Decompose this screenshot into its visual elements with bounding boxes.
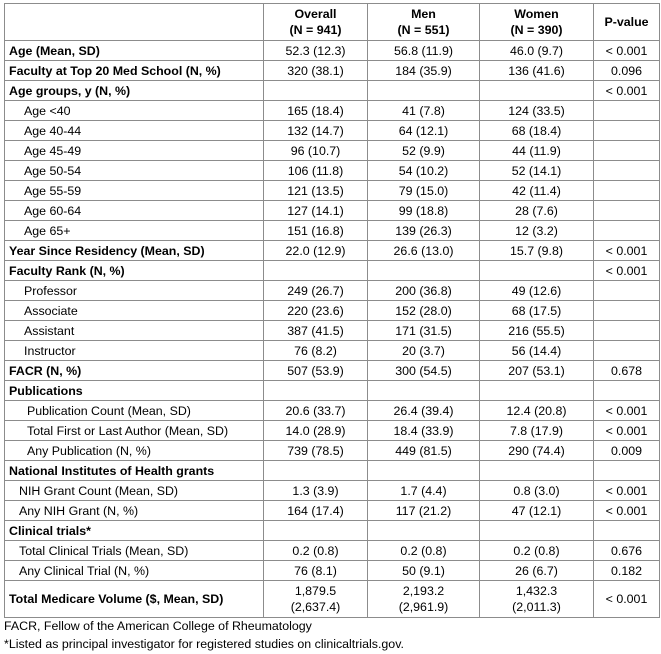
row-label: Age groups, y (N, %)	[5, 81, 264, 101]
cell-pvalue: 0.678	[594, 361, 660, 381]
cell-men: 20 (3.7)	[368, 341, 480, 361]
cell-women: 52 (14.1)	[480, 161, 594, 181]
table-row	[5, 81, 660, 101]
cell-pvalue	[594, 181, 660, 201]
row-label: Total Clinical Trials (Mean, SD)	[5, 541, 264, 561]
row-label: Age 65+	[5, 221, 264, 241]
cell-pvalue: < 0.001	[594, 501, 660, 521]
cell-men: 41 (7.8)	[368, 101, 480, 121]
row-label: FACR (N, %)	[5, 361, 264, 381]
table-row	[5, 341, 660, 361]
cell-pvalue	[594, 381, 660, 401]
cell-overall: 127 (14.1)	[264, 201, 368, 221]
cell-men: 52 (9.9)	[368, 141, 480, 161]
row-label: Publications	[5, 381, 264, 401]
cell-women: 7.8 (17.9)	[480, 421, 594, 441]
cell-pvalue: < 0.001	[594, 421, 660, 441]
row-label: Faculty Rank (N, %)	[5, 261, 264, 281]
cell-pvalue	[594, 141, 660, 161]
table-row	[5, 381, 660, 401]
header-women: Women (N = 390)	[480, 4, 594, 41]
row-label: Any Publication (N, %)	[5, 441, 264, 461]
cell-men	[368, 521, 480, 541]
row-label: Assistant	[5, 321, 264, 341]
table-row	[5, 561, 660, 581]
footnote-facr: FACR, Fellow of the American College of Rheumatology	[4, 619, 312, 633]
cell-women: 0.2 (0.8)	[480, 541, 594, 561]
cell-pvalue: 0.676	[594, 541, 660, 561]
cell-pvalue	[594, 121, 660, 141]
cell-men: 184 (35.9)	[368, 61, 480, 81]
cell-overall: 320 (38.1)	[264, 61, 368, 81]
row-label: Any Clinical Trial (N, %)	[5, 561, 264, 581]
cell-pvalue: < 0.001	[594, 81, 660, 101]
cell-pvalue: 0.009	[594, 441, 660, 461]
row-label: Any NIH Grant (N, %)	[5, 501, 264, 521]
table-row	[5, 301, 660, 321]
header-pvalue: P-value	[594, 4, 660, 41]
cell-men: 56.8 (11.9)	[368, 41, 480, 61]
table-row	[5, 201, 660, 221]
cell-men: 0.2 (0.8)	[368, 541, 480, 561]
cell-overall: 20.6 (33.7)	[264, 401, 368, 421]
cell-overall	[264, 81, 368, 101]
cell-pvalue	[594, 321, 660, 341]
table-row	[5, 41, 660, 61]
cell-women: 68 (17.5)	[480, 301, 594, 321]
row-label: Year Since Residency (Mean, SD)	[5, 241, 264, 261]
cell-men	[368, 381, 480, 401]
row-label: Age 45-49	[5, 141, 264, 161]
table-row	[5, 501, 660, 521]
cell-women: 42 (11.4)	[480, 181, 594, 201]
cell-pvalue	[594, 201, 660, 221]
footnote-trials: *Listed as principal investigator for registered studies on clinicaltrials.gov.	[4, 637, 404, 651]
cell-women: 290 (74.4)	[480, 441, 594, 461]
cell-women: 68 (18.4)	[480, 121, 594, 141]
row-label: Associate	[5, 301, 264, 321]
cell-pvalue: < 0.001	[594, 401, 660, 421]
table-row	[5, 421, 660, 441]
cell-men: 18.4 (33.9)	[368, 421, 480, 441]
cell-women: 56 (14.4)	[480, 341, 594, 361]
cell-pvalue: < 0.001	[594, 41, 660, 61]
cell-overall: 121 (13.5)	[264, 181, 368, 201]
cell-overall: 165 (18.4)	[264, 101, 368, 121]
cell-women	[480, 261, 594, 281]
table-header-row	[5, 4, 660, 41]
cell-pvalue: < 0.001	[594, 481, 660, 501]
cell-pvalue	[594, 461, 660, 481]
cell-women: 49 (12.6)	[480, 281, 594, 301]
cell-women	[480, 461, 594, 481]
cell-pvalue	[594, 221, 660, 241]
table-row	[5, 241, 660, 261]
cell-pvalue: 0.096	[594, 61, 660, 81]
row-label: Instructor	[5, 341, 264, 361]
cell-women	[480, 81, 594, 101]
row-label: Age (Mean, SD)	[5, 41, 264, 61]
cell-men: 50 (9.1)	[368, 561, 480, 581]
table-row	[5, 281, 660, 301]
cell-men: 26.6 (13.0)	[368, 241, 480, 261]
cell-pvalue	[594, 281, 660, 301]
cell-pvalue: 0.182	[594, 561, 660, 581]
cell-men: 54 (10.2)	[368, 161, 480, 181]
cell-women: 26 (6.7)	[480, 561, 594, 581]
table-row	[5, 101, 660, 121]
cell-men: 200 (36.8)	[368, 281, 480, 301]
cell-overall	[264, 461, 368, 481]
table-row	[5, 441, 660, 461]
footnotes	[4, 617, 404, 653]
cell-pvalue: < 0.001	[594, 581, 660, 618]
table-row	[5, 61, 660, 81]
table-row	[5, 141, 660, 161]
cell-women: 46.0 (9.7)	[480, 41, 594, 61]
cell-overall	[264, 381, 368, 401]
cell-overall: 96 (10.7)	[264, 141, 368, 161]
cell-men	[368, 261, 480, 281]
demographics-table	[4, 3, 660, 618]
cell-women: 15.7 (9.8)	[480, 241, 594, 261]
table-row	[5, 481, 660, 501]
table-row	[5, 261, 660, 281]
cell-overall: 387 (41.5)	[264, 321, 368, 341]
cell-men: 300 (54.5)	[368, 361, 480, 381]
cell-overall: 76 (8.1)	[264, 561, 368, 581]
cell-men: 1.7 (4.4)	[368, 481, 480, 501]
cell-overall: 220 (23.6)	[264, 301, 368, 321]
cell-pvalue	[594, 301, 660, 321]
cell-overall: 106 (11.8)	[264, 161, 368, 181]
row-label: Publication Count (Mean, SD)	[5, 401, 264, 421]
cell-women: 12 (3.2)	[480, 221, 594, 241]
table-row	[5, 221, 660, 241]
cell-women	[480, 381, 594, 401]
cell-men: 139 (26.3)	[368, 221, 480, 241]
row-label: Clinical trials*	[5, 521, 264, 541]
header-overall: Overall (N = 941)	[264, 4, 368, 41]
cell-men: 152 (28.0)	[368, 301, 480, 321]
table-row	[5, 581, 660, 618]
cell-pvalue	[594, 161, 660, 181]
header-men: Men (N = 551)	[368, 4, 480, 41]
row-label: NIH Grant Count (Mean, SD)	[5, 481, 264, 501]
table-row	[5, 181, 660, 201]
cell-men	[368, 461, 480, 481]
cell-overall: 1.3 (3.9)	[264, 481, 368, 501]
table-row	[5, 121, 660, 141]
cell-women: 216 (55.5)	[480, 321, 594, 341]
cell-men	[368, 81, 480, 101]
cell-women: 44 (11.9)	[480, 141, 594, 161]
cell-overall: 507 (53.9)	[264, 361, 368, 381]
cell-overall	[264, 261, 368, 281]
cell-overall: 132 (14.7)	[264, 121, 368, 141]
cell-overall: 164 (17.4)	[264, 501, 368, 521]
table-row	[5, 401, 660, 421]
cell-overall: 14.0 (28.9)	[264, 421, 368, 441]
cell-pvalue: < 0.001	[594, 241, 660, 261]
cell-men: 26.4 (39.4)	[368, 401, 480, 421]
cell-women: 136 (41.6)	[480, 61, 594, 81]
table-row	[5, 161, 660, 181]
row-label: Faculty at Top 20 Med School (N, %)	[5, 61, 264, 81]
cell-men: 171 (31.5)	[368, 321, 480, 341]
cell-pvalue	[594, 101, 660, 121]
table-row	[5, 541, 660, 561]
cell-men: 99 (18.8)	[368, 201, 480, 221]
cell-overall: 249 (26.7)	[264, 281, 368, 301]
cell-women: 124 (33.5)	[480, 101, 594, 121]
cell-women: 28 (7.6)	[480, 201, 594, 221]
cell-men: 449 (81.5)	[368, 441, 480, 461]
row-label: Age 55-59	[5, 181, 264, 201]
cell-overall: 1,879.5 (2,637.4)	[264, 581, 368, 618]
cell-pvalue	[594, 521, 660, 541]
table-row	[5, 461, 660, 481]
table-row	[5, 521, 660, 541]
row-label: Age 50-54	[5, 161, 264, 181]
cell-overall: 0.2 (0.8)	[264, 541, 368, 561]
table-body	[5, 41, 660, 618]
row-label: Age 40-44	[5, 121, 264, 141]
cell-overall: 151 (16.8)	[264, 221, 368, 241]
cell-women	[480, 521, 594, 541]
table-row	[5, 321, 660, 341]
cell-overall: 76 (8.2)	[264, 341, 368, 361]
cell-men: 79 (15.0)	[368, 181, 480, 201]
header-label-cell	[5, 4, 264, 41]
row-label: Age 60-64	[5, 201, 264, 221]
table-row	[5, 361, 660, 381]
cell-men: 2,193.2 (2,961.9)	[368, 581, 480, 618]
cell-overall: 22.0 (12.9)	[264, 241, 368, 261]
cell-pvalue	[594, 341, 660, 361]
cell-women: 47 (12.1)	[480, 501, 594, 521]
cell-women: 0.8 (3.0)	[480, 481, 594, 501]
row-label: Total Medicare Volume ($, Mean, SD)	[5, 581, 264, 618]
row-label: Professor	[5, 281, 264, 301]
cell-men: 117 (21.2)	[368, 501, 480, 521]
row-label: Total First or Last Author (Mean, SD)	[5, 421, 264, 441]
cell-overall: 52.3 (12.3)	[264, 41, 368, 61]
cell-men: 64 (12.1)	[368, 121, 480, 141]
cell-women: 1,432.3 (2,011.3)	[480, 581, 594, 618]
cell-overall: 739 (78.5)	[264, 441, 368, 461]
row-label: National Institutes of Health grants	[5, 461, 264, 481]
cell-overall	[264, 521, 368, 541]
cell-pvalue: < 0.001	[594, 261, 660, 281]
row-label: Age <40	[5, 101, 264, 121]
cell-women: 207 (53.1)	[480, 361, 594, 381]
cell-women: 12.4 (20.8)	[480, 401, 594, 421]
